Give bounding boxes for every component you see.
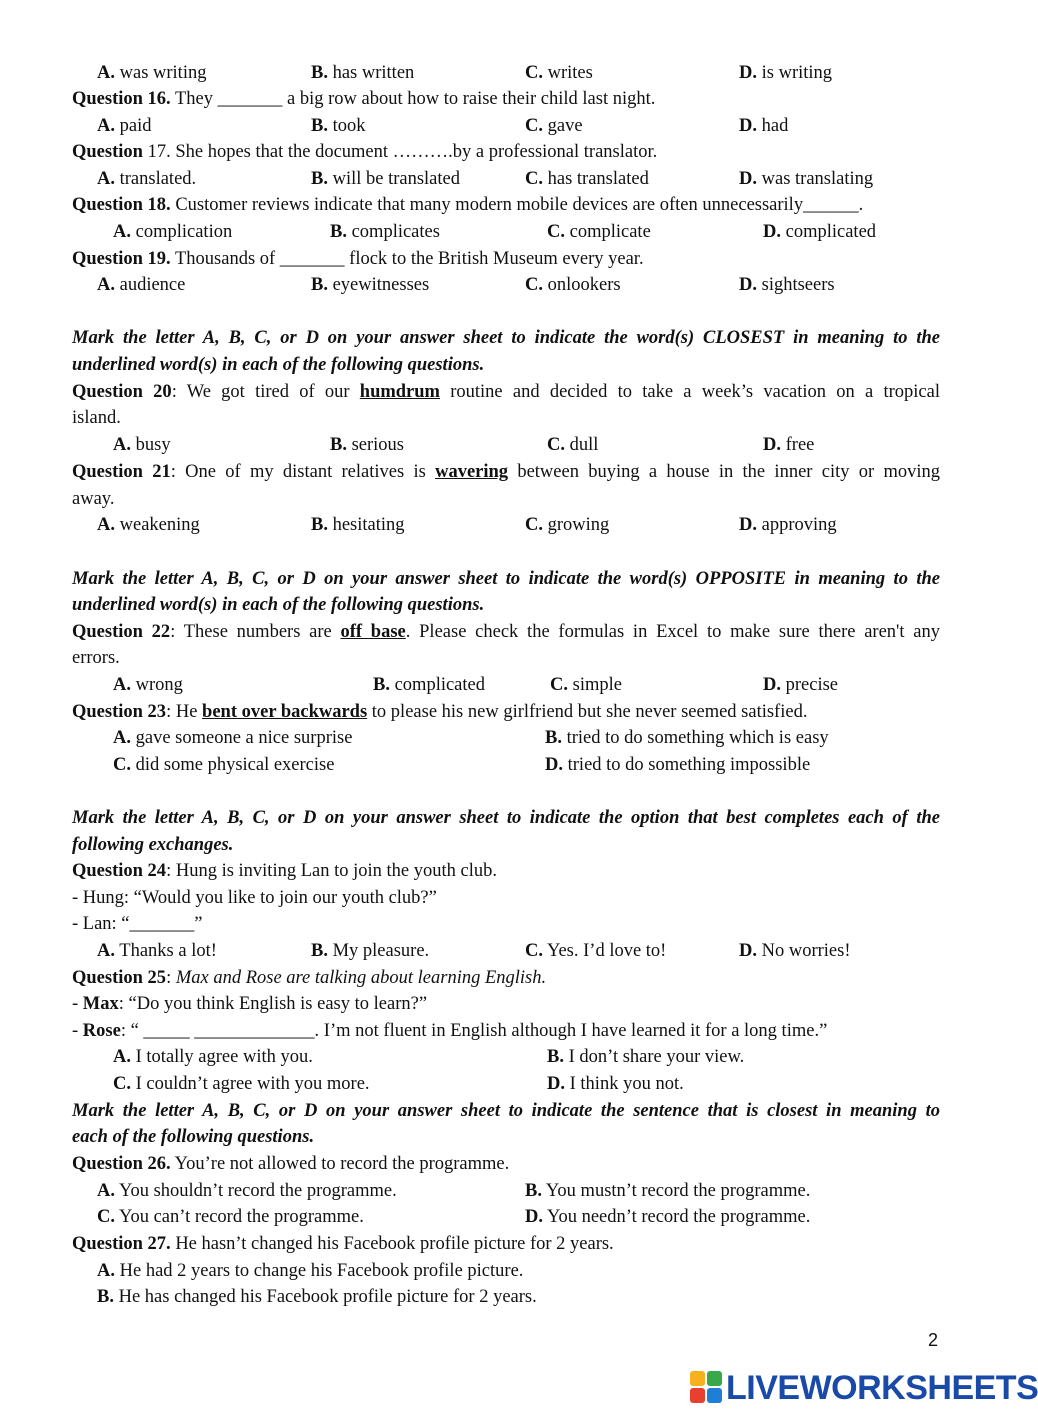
section-instruction bbox=[72, 325, 940, 352]
option-text: I couldn’t agree with you more. bbox=[135, 1074, 370, 1094]
option-letter: B. bbox=[311, 275, 328, 295]
answer-option bbox=[113, 1044, 313, 1071]
speaker-name: Rose bbox=[82, 1021, 121, 1041]
question-label: Question 21 bbox=[72, 462, 171, 482]
option-text: Yes. I’d love to! bbox=[546, 941, 667, 961]
question-label: Question bbox=[72, 142, 143, 162]
section-instruction bbox=[72, 1098, 940, 1125]
answer-option bbox=[330, 219, 440, 246]
option-text: You can’t record the programme. bbox=[118, 1207, 364, 1227]
answer-option bbox=[763, 672, 838, 699]
option-text: writes bbox=[547, 63, 593, 83]
option-letter: A. bbox=[97, 116, 115, 136]
section-instruction bbox=[72, 1124, 940, 1151]
question-label: Question 27. bbox=[72, 1234, 171, 1254]
option-text: gave someone a nice surprise bbox=[135, 728, 353, 748]
answer-option bbox=[97, 938, 217, 965]
option-text: hesitating bbox=[332, 515, 405, 535]
line-text: - Hung: “Would you like to join our youth club?” bbox=[72, 888, 437, 908]
answer-option bbox=[525, 1204, 810, 1231]
option-letter: C. bbox=[113, 1074, 131, 1094]
answer-option bbox=[525, 1178, 810, 1205]
answer-option bbox=[525, 272, 621, 299]
option-letter: D. bbox=[525, 1207, 543, 1227]
section-instruction bbox=[72, 566, 940, 593]
option-text: I think you not. bbox=[569, 1074, 684, 1094]
option-letter: B. bbox=[547, 1047, 564, 1067]
option-letter: B. bbox=[311, 169, 328, 189]
section-instruction bbox=[72, 352, 940, 379]
answer-option bbox=[97, 1204, 364, 1231]
answer-option bbox=[311, 938, 429, 965]
option-text: serious bbox=[351, 435, 405, 455]
option-letter: A. bbox=[113, 222, 131, 242]
option-letter: C. bbox=[525, 169, 543, 189]
dialogue-line bbox=[72, 991, 940, 1018]
instruction-text: Mark the letter A, B, C, or D on your answer sheet to indicate the sentence that is closest in meaning to bbox=[72, 1101, 940, 1121]
answer-option bbox=[97, 272, 185, 299]
answer-option bbox=[550, 672, 622, 699]
question-text: : Hung is inviting Lan to join the youth club. bbox=[166, 861, 497, 881]
option-text: dull bbox=[569, 435, 599, 455]
option-text: precise bbox=[785, 675, 839, 695]
question-label: Question 24 bbox=[72, 861, 167, 881]
question-text: 17. She hopes that the document ……….by a professional translator. bbox=[142, 142, 658, 162]
question-text: . Please check the formulas in Excel to make sure there aren't any bbox=[405, 622, 940, 642]
answer-option bbox=[547, 1044, 744, 1071]
answer-option bbox=[311, 60, 414, 87]
text-continuation bbox=[72, 645, 940, 672]
option-letter: C. bbox=[547, 222, 565, 242]
question-text: routine and decided to take a week’s vacation on a tropical bbox=[439, 382, 940, 402]
option-text: approving bbox=[761, 515, 837, 535]
option-letter: D. bbox=[739, 941, 757, 961]
question-stem bbox=[72, 139, 940, 166]
option-text: I don’t share your view. bbox=[568, 1047, 745, 1067]
option-letter: C. bbox=[525, 63, 543, 83]
answer-option bbox=[763, 432, 814, 459]
option-letter: C. bbox=[525, 275, 543, 295]
underlined-word: off base bbox=[340, 622, 406, 642]
question-label: Question 16. bbox=[72, 89, 171, 109]
question-stem: Question 25: Max and Rose are talking about learning English. bbox=[72, 968, 547, 988]
answer-option bbox=[113, 725, 352, 752]
option-letter: A. bbox=[97, 1181, 115, 1201]
answer-option bbox=[373, 672, 485, 699]
liveworksheets-logo-text: LIVEWORKSHEETS bbox=[726, 1368, 1038, 1407]
dialogue-text: : “ _____ _____________. I’m not fluent in English although I have learned it for a long time.” bbox=[120, 1021, 828, 1041]
answer-option bbox=[525, 512, 609, 539]
option-text: No worries! bbox=[761, 941, 851, 961]
answer-option bbox=[763, 219, 876, 246]
option-letter: D. bbox=[763, 222, 781, 242]
option-text: did some physical exercise bbox=[135, 755, 335, 775]
option-text: complicated bbox=[785, 222, 877, 242]
answer-option bbox=[545, 725, 829, 752]
line-text: - Lan: “_______” bbox=[72, 914, 203, 934]
question-stem bbox=[72, 86, 940, 113]
option-letter: B. bbox=[311, 63, 328, 83]
option-text: has translated bbox=[547, 169, 649, 189]
answer-option bbox=[97, 113, 151, 140]
option-text: onlookers bbox=[547, 275, 621, 295]
option-letter: C. bbox=[525, 515, 543, 535]
option-text: wrong bbox=[135, 675, 183, 695]
question-stem bbox=[72, 379, 940, 406]
option-text: simple bbox=[572, 675, 622, 695]
underlined-word: bent over backwards bbox=[202, 702, 368, 722]
option-text: You mustn’t record the programme. bbox=[545, 1181, 811, 1201]
answer-option bbox=[525, 166, 649, 193]
option-text: free bbox=[785, 435, 815, 455]
line-text: island. bbox=[72, 408, 121, 428]
question-text: Max and Rose are talking about learning English. bbox=[175, 968, 547, 988]
option-letter: C. bbox=[550, 675, 568, 695]
option-letter: B. bbox=[373, 675, 390, 695]
option-text: is writing bbox=[761, 63, 833, 83]
question-text: He hasn’t changed his Facebook profile picture for 2 years. bbox=[170, 1234, 614, 1254]
option-text: My pleasure. bbox=[332, 941, 430, 961]
question-text: : One of my distant relatives is bbox=[170, 462, 436, 482]
section-instruction bbox=[72, 592, 940, 619]
option-text: weakening bbox=[119, 515, 200, 535]
question-label: Question 23 bbox=[72, 702, 167, 722]
answer-option bbox=[97, 1284, 537, 1311]
liveworksheets-logo-icon bbox=[690, 1371, 724, 1405]
question-text: : We got tired of our bbox=[171, 382, 360, 402]
instruction-text: Mark the letter A, B, C, or D on your answer sheet to indicate the option that best completes each of the bbox=[72, 808, 940, 828]
option-letter: A. bbox=[97, 63, 115, 83]
question-text: You’re not allowed to record the programme. bbox=[170, 1154, 510, 1174]
option-letter: A. bbox=[97, 275, 115, 295]
dialogue-dash: - bbox=[72, 1021, 83, 1041]
answer-option bbox=[97, 512, 200, 539]
option-text: was writing bbox=[119, 63, 207, 83]
option-letter: A. bbox=[113, 1047, 131, 1067]
text-continuation bbox=[72, 911, 940, 938]
answer-option bbox=[545, 752, 810, 779]
question-stem bbox=[72, 192, 940, 219]
question-stem bbox=[72, 1231, 940, 1258]
option-text: He had 2 years to change his Facebook profile picture. bbox=[119, 1261, 524, 1281]
question-text: between buying a house in the inner city or moving bbox=[508, 462, 940, 482]
option-letter: D. bbox=[739, 116, 757, 136]
option-letter: D. bbox=[547, 1074, 565, 1094]
answer-option bbox=[311, 272, 429, 299]
line-text: away. bbox=[72, 489, 115, 509]
answer-option bbox=[113, 1071, 370, 1098]
question-stem bbox=[72, 246, 940, 273]
underlined-word: humdrum bbox=[359, 382, 440, 402]
answer-option bbox=[547, 1071, 684, 1098]
question-label: Question 22 bbox=[72, 622, 171, 642]
option-letter: B. bbox=[330, 222, 347, 242]
option-text: complicates bbox=[351, 222, 440, 242]
option-letter: C. bbox=[525, 941, 543, 961]
page-number: 2 bbox=[928, 1330, 939, 1350]
option-text: has written bbox=[332, 63, 415, 83]
option-letter: A. bbox=[113, 435, 131, 455]
question-label: Question 19. bbox=[72, 249, 171, 269]
instruction-text: underlined word(s) in each of the following questions. bbox=[72, 595, 485, 615]
question-stem bbox=[72, 858, 940, 885]
option-letter: A. bbox=[97, 1261, 115, 1281]
answer-option bbox=[97, 60, 206, 87]
question-text: Thousands of _______ flock to the British Museum every year. bbox=[170, 249, 644, 269]
answer-option bbox=[97, 1258, 523, 1285]
answer-option bbox=[547, 432, 598, 459]
option-letter: D. bbox=[739, 63, 757, 83]
option-text: busy bbox=[135, 435, 171, 455]
question-label: Question 20 bbox=[72, 382, 172, 402]
question-text: : He bbox=[166, 702, 203, 722]
option-text: eyewitnesses bbox=[332, 275, 430, 295]
option-letter: B. bbox=[311, 116, 328, 136]
option-letter: D. bbox=[739, 275, 757, 295]
option-text: took bbox=[332, 116, 366, 136]
speaker-name: Max bbox=[82, 994, 119, 1014]
option-letter: D. bbox=[763, 435, 781, 455]
option-text: sightseers bbox=[761, 275, 835, 295]
question-label: Question 18. bbox=[72, 195, 171, 215]
answer-option bbox=[547, 219, 651, 246]
instruction-text: Mark the letter A, B, C, or D on your answer sheet to indicate the word(s) OPPOSITE in meaning to the bbox=[72, 569, 940, 589]
option-text: was translating bbox=[761, 169, 874, 189]
answer-option bbox=[311, 166, 460, 193]
answer-option bbox=[525, 938, 666, 965]
question-text: They _______ a big row about how to raise their child last night. bbox=[170, 89, 656, 109]
option-text: complication bbox=[135, 222, 233, 242]
option-text: gave bbox=[547, 116, 583, 136]
option-letter: C. bbox=[97, 1207, 115, 1227]
option-letter: D. bbox=[739, 515, 757, 535]
option-letter: B. bbox=[311, 515, 328, 535]
answer-option bbox=[739, 272, 835, 299]
option-text: tried to do something which is easy bbox=[566, 728, 829, 748]
line-text: errors. bbox=[72, 648, 120, 668]
instruction-text: underlined word(s) in each of the following questions. bbox=[72, 355, 485, 375]
instruction-text: each of the following questions. bbox=[72, 1127, 315, 1147]
option-letter: A. bbox=[113, 728, 131, 748]
option-letter: B. bbox=[311, 941, 328, 961]
option-text: translated. bbox=[119, 169, 197, 189]
option-letter: B. bbox=[330, 435, 347, 455]
option-letter: B. bbox=[525, 1181, 542, 1201]
option-text: paid bbox=[119, 116, 152, 136]
answer-option bbox=[311, 512, 405, 539]
question-text: Customer reviews indicate that many modern mobile devices are often unnecessarily______. bbox=[170, 195, 864, 215]
liveworksheets-logo[interactable] bbox=[690, 1368, 1038, 1408]
option-text: He has changed his Facebook profile picture for 2 years. bbox=[118, 1287, 537, 1307]
question-label: Question 26. bbox=[72, 1154, 171, 1174]
option-letter: D. bbox=[763, 675, 781, 695]
question-text: : These numbers are bbox=[170, 622, 341, 642]
answer-option bbox=[739, 166, 873, 193]
question-stem bbox=[72, 619, 940, 646]
option-letter: C. bbox=[547, 435, 565, 455]
option-letter: D. bbox=[545, 755, 563, 775]
answer-option bbox=[311, 113, 365, 140]
option-text: Thanks a lot! bbox=[119, 941, 217, 961]
answer-option bbox=[97, 1178, 397, 1205]
dialogue-line bbox=[72, 1018, 940, 1045]
option-letter: B. bbox=[545, 728, 562, 748]
section-instruction bbox=[72, 832, 940, 859]
section-instruction bbox=[72, 805, 940, 832]
answer-option bbox=[113, 219, 232, 246]
question-stem bbox=[72, 459, 940, 486]
option-text: growing bbox=[547, 515, 610, 535]
text-continuation bbox=[72, 486, 940, 513]
answer-option bbox=[113, 432, 171, 459]
answer-option bbox=[739, 60, 832, 87]
option-text: complicate bbox=[569, 222, 651, 242]
option-letter: A. bbox=[113, 675, 131, 695]
option-letter: A. bbox=[97, 169, 115, 189]
answer-option bbox=[739, 113, 788, 140]
option-letter: C. bbox=[525, 116, 543, 136]
option-letter: B. bbox=[97, 1287, 114, 1307]
answer-option bbox=[113, 752, 334, 779]
option-text: tried to do something impossible bbox=[567, 755, 811, 775]
question-label: Question 25 bbox=[72, 968, 167, 988]
option-text: You shouldn’t record the programme. bbox=[118, 1181, 397, 1201]
text-continuation bbox=[72, 885, 940, 912]
question-stem bbox=[72, 699, 940, 726]
option-text: had bbox=[761, 116, 789, 136]
answer-option bbox=[525, 60, 593, 87]
answer-option bbox=[739, 512, 837, 539]
answer-option bbox=[739, 938, 851, 965]
instruction-text: following exchanges. bbox=[72, 835, 234, 855]
option-text: audience bbox=[119, 275, 186, 295]
answer-option bbox=[330, 432, 404, 459]
option-letter: D. bbox=[739, 169, 757, 189]
answer-option bbox=[97, 166, 196, 193]
option-text: will be translated bbox=[332, 169, 460, 189]
option-letter: A. bbox=[97, 515, 115, 535]
answer-option bbox=[525, 113, 583, 140]
instruction-text: Mark the letter A, B, C, or D on your answer sheet to indicate the word(s) CLOSEST in meaning to the bbox=[72, 328, 940, 348]
text-continuation bbox=[72, 405, 940, 432]
question-stem bbox=[72, 1151, 940, 1178]
option-letter: C. bbox=[113, 755, 131, 775]
underlined-word: wavering bbox=[435, 462, 509, 482]
answer-option bbox=[113, 672, 183, 699]
dialogue-dash: - bbox=[72, 994, 83, 1014]
dialogue-text: : “Do you think English is easy to learn?” bbox=[118, 994, 428, 1014]
option-text: complicated bbox=[394, 675, 485, 695]
option-letter: A. bbox=[97, 941, 115, 961]
option-text: I totally agree with you. bbox=[135, 1047, 313, 1067]
question-text: to please his new girlfriend but she never seemed satisfied. bbox=[367, 702, 808, 722]
option-text: You needn’t record the programme. bbox=[546, 1207, 811, 1227]
